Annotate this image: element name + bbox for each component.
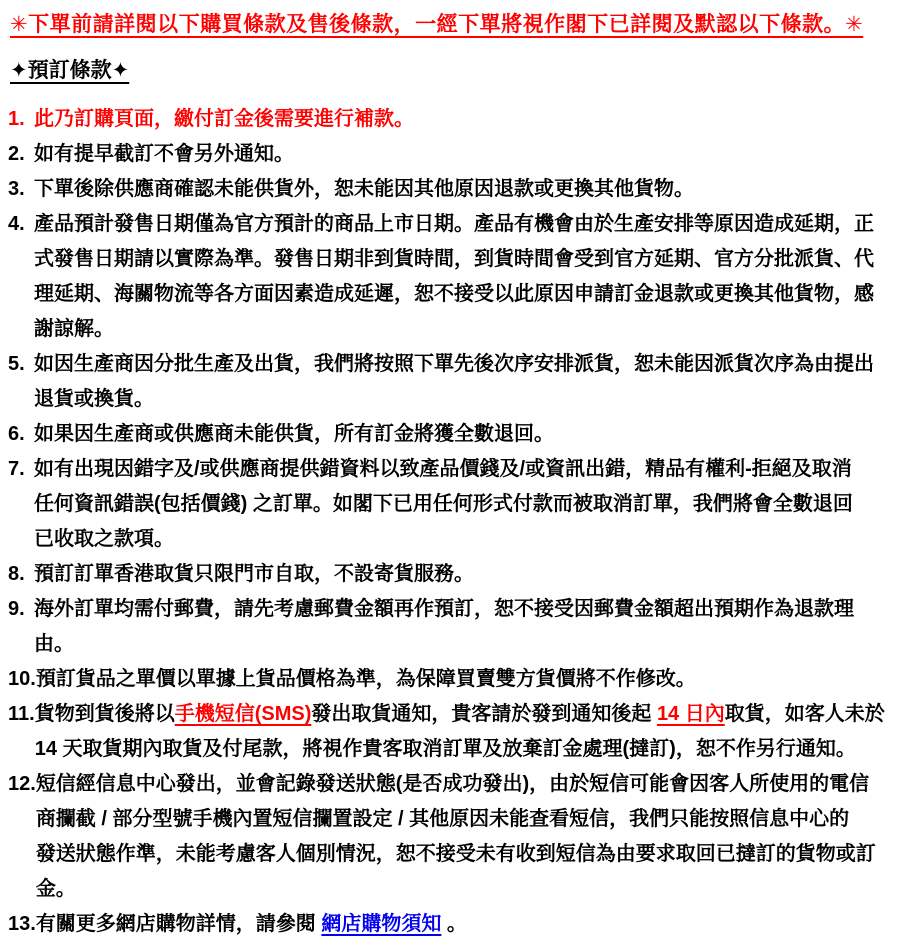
term-text-segment: 如有出現因錯字及/或供應商提供錯資料以致產品價錢及/或資訊出錯，精品有權利-拒絕及取消 (34, 458, 852, 480)
term-text-segment: 退貨或換貨。 (34, 388, 154, 410)
term-text (34, 452, 903, 557)
term-item-13 (8, 907, 903, 942)
term-number: 2. (8, 143, 25, 165)
term-number: 9. (8, 598, 25, 620)
term-text-segment: 預訂貨品之單價以單據上貨品價格為準，為保障買賣雙方貨價將不作修改。 (35, 668, 696, 690)
term-number: 13. (8, 913, 36, 935)
term-text-segment: 式發售日期請以實際為準。發售日期非到貨時間，到貨時間會受到官方延期、官方分批派貨、代 (34, 248, 874, 270)
term-text-segment: 謝諒解。 (34, 318, 114, 340)
term-text-line (35, 732, 903, 767)
term-item-2 (8, 137, 903, 172)
term-number: 8. (8, 563, 25, 585)
term-text-segment: 如果因生產商或供應商未能供貨，所有訂金將獲全數退回。 (34, 423, 554, 445)
term-item-4 (8, 207, 903, 347)
term-item-11 (8, 697, 903, 767)
term-text-segment: 如有提早截訂不會另外通知。 (34, 143, 294, 165)
purchase-terms-warning: ✳下單前請詳閱以下購買條款及售後條款，一經下單將視作閣下已詳閱及默認以下條款。✳ (10, 13, 864, 36)
term-item-12 (8, 767, 903, 907)
term-text-line (34, 347, 903, 382)
term-text-line (34, 242, 903, 277)
term-text-segment: 下單後除供應商確認未能供貨外，恕未能因其他原因退款或更換其他貨物。 (34, 178, 694, 200)
term-text-segment: 取貨，如客人未於 (724, 703, 885, 725)
term-text-segment: 如因生產商因分批生產及出貨，我們將按照下單先後次序安排派貨，恕未能因派貨次序為由提出 (34, 353, 874, 375)
term-text (34, 137, 903, 172)
preorder-terms-heading: ✦預訂條款✦ (10, 59, 130, 82)
term-text-segment: 短信經信息中心發出，並會記錄發送狀態(是否成功發出)，由於短信可能會因客人所使用的電信 (35, 773, 870, 795)
term-text-line (34, 522, 903, 557)
term-text-line (35, 697, 903, 732)
term-text (36, 907, 903, 942)
term-text (36, 662, 903, 697)
term-text-segment: 任何資訊錯誤(包括價錢) 之訂單。如閣下已用任何形式付款而被取消訂單，我們將會全數退回 (34, 493, 853, 515)
term-text-line (34, 277, 903, 312)
terms-list (8, 102, 903, 942)
term-text-segment: 已收取之款項。 (34, 528, 174, 550)
term-item-8 (8, 557, 903, 592)
term-text-segment: 14 天取貨期內取貨及付尾款，將視作貴客取消訂單及放棄訂金處理(撻訂)，恕不作另行通知。 (34, 738, 856, 760)
term-text-segment: 金。 (35, 878, 76, 900)
term-text-segment: 此乃訂購頁面，繳付訂金後需要進行補款。 (34, 108, 414, 130)
term-number: 4. (8, 213, 25, 235)
term-text-segment: 預訂訂單香港取貨只限門市自取，不設寄貨服務。 (34, 563, 474, 585)
term-text (34, 557, 903, 592)
term-text-segment: 。 (441, 913, 467, 935)
store-shopping-notice-link[interactable]: 網店購物須知 (321, 913, 442, 935)
term-text-line (36, 907, 903, 942)
term-item-3 (8, 172, 903, 207)
term-number: 12. (8, 773, 36, 795)
term-text-line (34, 487, 903, 522)
term-text-segment: 海外訂單均需付郵費，請先考慮郵費金額再作預訂，恕不接受因郵費金額超出預期作為退款理 (34, 598, 854, 620)
term-number: 11. (8, 703, 35, 725)
term-item-10 (8, 662, 903, 697)
term-text-line (34, 172, 903, 207)
term-text-line (34, 627, 903, 662)
term-text (34, 172, 903, 207)
term-item-9 (8, 592, 903, 662)
term-number: 3. (8, 178, 25, 200)
term-text-line (34, 452, 903, 487)
term-number: 10. (8, 668, 36, 690)
term-item-1 (8, 102, 903, 137)
term-text-line (34, 137, 903, 172)
term-text-line (36, 802, 903, 837)
term-text-segment: 有關更多網店購物詳情，請參閱 (35, 913, 322, 935)
term-text (36, 767, 903, 907)
term-text-line (34, 312, 903, 347)
term-text-line (36, 767, 903, 802)
term-text-line (36, 662, 903, 697)
term-text-segment: 理延期、海關物流等各方面因素造成延遲，恕不接受以此原因申請訂金退款或更換其他貨物，感 (34, 283, 874, 305)
term-text (34, 347, 903, 417)
term-text-line (34, 102, 903, 137)
term-text (34, 102, 903, 137)
term-text-line (34, 382, 903, 417)
term-text-line (34, 557, 903, 592)
term-number: 1. (8, 108, 25, 130)
term-text-line (34, 417, 903, 452)
term-text-segment: 發送狀態作準，未能考慮客人個別情況，恕不接受未有收到短信為由要求取回已撻訂的貨物或訂 (35, 843, 876, 865)
term-item-6 (8, 417, 903, 452)
term-number: 7. (8, 458, 25, 480)
term-item-5 (8, 347, 903, 417)
term-text-segment: 產品預計發售日期僅為官方預計的商品上市日期。產品有機會由於生產安排等原因造成延期，正 (34, 213, 874, 235)
term-text-line (34, 592, 903, 627)
term-text-segment: 發出取貨通知，貴客請於發到通知後起 (311, 703, 657, 725)
term-text-line (34, 207, 903, 242)
term-text-segment: 商攔截 / 部分型號手機內置短信攔置設定 / 其他原因未能查看短信，我們只能按照信息中心的 (35, 808, 850, 830)
term-text (34, 417, 903, 452)
term-text-segment: 手機短信(SMS) (174, 703, 312, 725)
term-text-segment: 由。 (34, 633, 74, 655)
term-text (34, 207, 903, 347)
term-number: 6. (8, 423, 25, 445)
term-text (35, 697, 903, 767)
term-text-segment: 貨物到貨後將以 (34, 703, 175, 725)
term-text-line (36, 837, 903, 872)
term-text-line (36, 872, 903, 907)
term-text-segment: 14 日內 (656, 703, 725, 725)
term-text (34, 592, 903, 662)
term-item-7 (8, 452, 903, 557)
term-number: 5. (8, 353, 25, 375)
